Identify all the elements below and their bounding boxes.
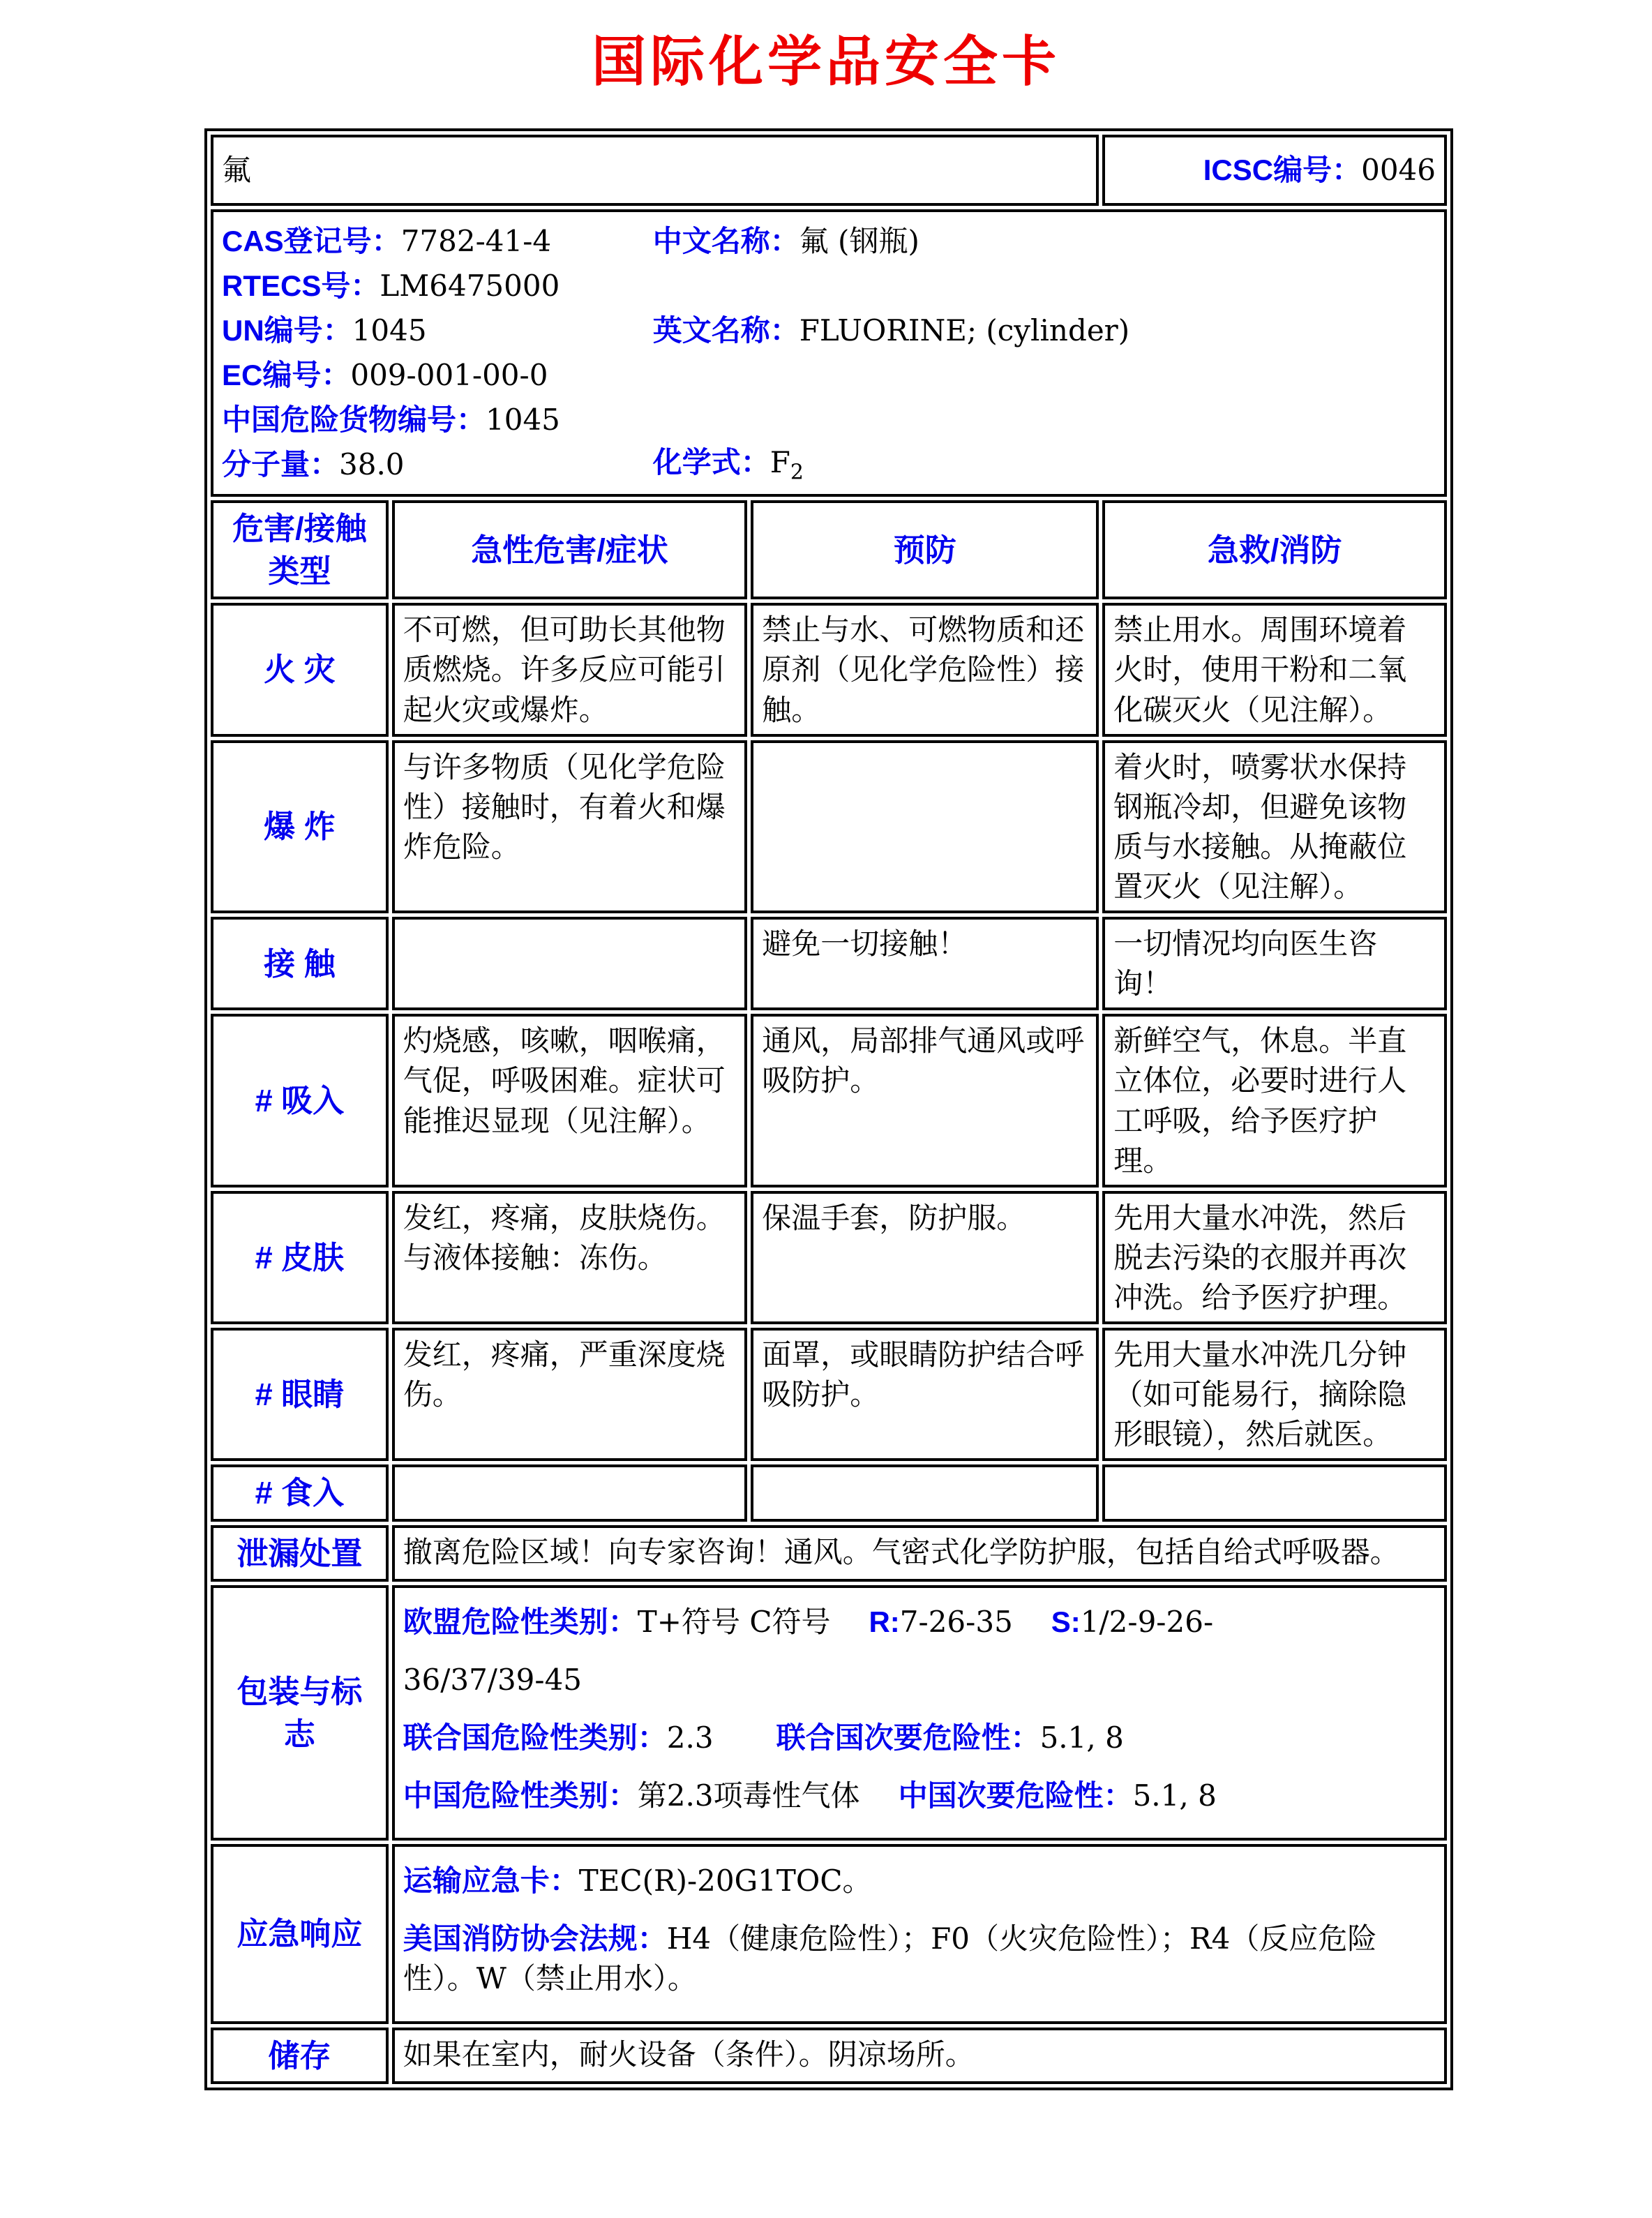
eyes-row-label: # 眼睛 <box>211 1328 389 1461</box>
exposure-prevention-cell <box>751 917 1099 1010</box>
spillage-text: 撤离危险区域！向专家咨询！通风。气密式化学防护服，包括自给式呼吸器。 <box>403 1534 1399 1569</box>
packaging-label: 包装与标志 <box>211 1585 389 1841</box>
transport-emergency-card-label: 运输应急卡： <box>403 1864 579 1898</box>
ingestion-symptoms-cell <box>392 1464 748 1521</box>
english-name-line <box>653 310 1436 350</box>
hazard-row-eyes <box>211 1328 1447 1461</box>
nfpa-code-line <box>403 1919 1436 1998</box>
exposure-row-label: 接 触 <box>211 917 389 1010</box>
transport-emergency-card-line <box>403 1861 1436 1901</box>
fire-firstaid-cell <box>1102 603 1447 736</box>
chinese-name-label: 中文名称： <box>652 225 799 258</box>
inhalation-prevention-cell <box>751 1014 1099 1187</box>
skin-firstaid-cell <box>1102 1191 1447 1324</box>
explosion-prevention-cell <box>751 740 1099 913</box>
china-dg-number-line <box>222 400 653 440</box>
chemical-formula-line <box>653 442 1436 487</box>
un-number-value: 1045 <box>352 313 427 348</box>
section-row-spillage <box>211 1525 1447 1582</box>
un-hazard-class-value: 2.3 <box>666 1721 714 1755</box>
cas-number-line <box>222 221 653 261</box>
hazard-row-ingestion <box>211 1464 1447 1521</box>
un-number-line <box>222 310 653 350</box>
rtecs-number-line <box>222 266 653 306</box>
s-phrases-value-part1: 1/2-9-26- <box>1080 1604 1214 1639</box>
inhalation-firstaid-cell <box>1102 1014 1447 1187</box>
icsc-number-value: 0046 <box>1361 153 1436 188</box>
icsc-number-cell <box>1102 135 1447 206</box>
hazard-row-exposure <box>211 917 1447 1010</box>
eyes-symptoms-cell <box>392 1328 748 1461</box>
ingestion-row-label: # 食入 <box>211 1464 389 1521</box>
header-prevention: 预防 <box>751 500 1099 599</box>
skin-symptoms-cell <box>392 1191 748 1324</box>
formula-base: F <box>769 444 790 479</box>
hazard-row-fire <box>211 603 1447 736</box>
icsc-number-label: ICSC编号： <box>1203 153 1362 187</box>
chinese-name-value: 氟 (钢瓶) <box>799 224 919 259</box>
r-phrases-label: R: <box>869 1605 900 1638</box>
s-phrases-wrap-line <box>403 1660 1436 1700</box>
molecular-weight-value: 38.0 <box>339 447 405 482</box>
inhalation-prevention-text: 通风，局部排气通风或呼吸防护。 <box>762 1024 1085 1098</box>
eyes-prevention-text: 面罩，或眼睛防护结合呼吸防护。 <box>762 1337 1085 1412</box>
english-name-label: 英文名称： <box>652 314 799 347</box>
molecular-weight-label: 分子量： <box>222 448 340 481</box>
skin-symptoms-text: 发红，疼痛，皮肤烧伤。与液体接触：冻伤。 <box>403 1200 726 1275</box>
storage-text: 如果在室内，耐火设备（条件）。阴凉场所。 <box>403 2037 975 2071</box>
ec-number-label: EC编号： <box>222 359 351 392</box>
eyes-prevention-cell <box>751 1328 1099 1461</box>
english-name-value: FLUORINE; (cylinder) <box>799 313 1130 348</box>
card-header-row <box>211 135 1447 206</box>
exposure-firstaid-text: 一切情况均向医生咨询！ <box>1113 927 1378 1001</box>
identification-left-column <box>222 219 653 487</box>
un-subsidiary-risk-value: 5.1, 8 <box>1039 1721 1124 1755</box>
section-row-emergency <box>211 1844 1447 2023</box>
un-hazard-class-label: 联合国危险性类别： <box>403 1721 667 1755</box>
china-dg-number-value: 1045 <box>486 403 560 437</box>
exposure-prevention-text: 避免一切接触！ <box>762 927 968 961</box>
identification-row <box>211 209 1447 497</box>
eu-hazard-class-value: T+符号 C符号 <box>637 1604 831 1639</box>
chinese-name-line <box>653 221 1436 261</box>
s-phrases-value-part2: 36/37/39-45 <box>403 1662 583 1697</box>
skin-row-label: # 皮肤 <box>211 1191 389 1324</box>
eyes-firstaid-cell <box>1102 1328 1447 1461</box>
section-row-storage <box>211 2028 1447 2084</box>
cn-subsidiary-risk-value: 5.1, 8 <box>1132 1778 1217 1813</box>
icsc-card-table <box>204 128 1453 2090</box>
molecular-weight-line <box>222 444 653 484</box>
exposure-symptoms-cell <box>392 917 748 1010</box>
header-firstaid-firefighting: 急救/消防 <box>1102 500 1447 599</box>
identification-cell <box>211 209 1447 497</box>
cas-number-value: 7782-41-4 <box>400 224 552 259</box>
inhalation-firstaid-text: 新鲜空气，休息。半直立体位，必要时进行人工呼吸，给予医疗护理。 <box>1113 1024 1407 1178</box>
fire-prevention-cell <box>751 603 1099 736</box>
chemical-name: 氟 <box>222 153 252 188</box>
eu-hazard-class-line <box>403 1602 1436 1642</box>
identification-right-column <box>653 219 1436 487</box>
explosion-symptoms-cell <box>392 740 748 913</box>
formula-subscript: 2 <box>790 460 804 485</box>
nfpa-code-label: 美国消防协会法规： <box>403 1922 667 1956</box>
r-phrases-value: 7-26-35 <box>899 1604 1013 1639</box>
emergency-content-cell <box>392 1844 1447 2023</box>
transport-emergency-card-value: TEC(R)-20G1TOC。 <box>578 1864 872 1898</box>
cn-hazard-class-value: 第2.3项毒性气体 <box>637 1778 860 1813</box>
un-subsidiary-risk-label: 联合国次要危险性： <box>776 1721 1040 1755</box>
s-phrases-label: S: <box>1051 1605 1081 1638</box>
cn-subsidiary-risk-label: 中国次要危险性： <box>898 1779 1133 1813</box>
explosion-firstaid-cell <box>1102 740 1447 913</box>
hazard-row-explosion <box>211 740 1447 913</box>
chemical-formula-label: 化学式： <box>652 445 770 479</box>
cas-number-label: CAS登记号： <box>222 225 401 258</box>
skin-firstaid-text: 先用大量水冲洗，然后脱去污染的衣服并再次冲洗。给予医疗护理。 <box>1113 1200 1407 1315</box>
header-acute-symptoms: 急性危害/症状 <box>392 500 748 599</box>
eu-hazard-class-label: 欧盟危险性类别： <box>403 1605 638 1638</box>
inhalation-symptoms-cell <box>392 1014 748 1187</box>
rtecs-number-label: RTECS号： <box>222 269 380 303</box>
fire-firstaid-text: 禁止用水。周围环境着火时，使用干粉和二氧化碳灭火（见注解）。 <box>1113 613 1407 727</box>
fire-symptoms-cell <box>392 603 748 736</box>
inhalation-row-label: # 吸入 <box>211 1014 389 1187</box>
china-dg-number-label: 中国危险货物编号： <box>222 403 486 437</box>
chemical-formula-value <box>769 444 804 485</box>
explosion-row-label: 爆 炸 <box>211 740 389 913</box>
skin-prevention-text: 保温手套，防护服。 <box>762 1200 1026 1235</box>
section-row-packaging <box>211 1585 1447 1841</box>
chemical-name-cell <box>211 135 1099 206</box>
explosion-firstaid-text: 着火时，喷雾状水保持钢瓶冷却，但避免该物质与水接触。从掩蔽位置灭火（见注解）。 <box>1113 749 1407 904</box>
eyes-firstaid-text: 先用大量水冲洗几分钟（如可能易行，摘除隐形眼镜），然后就医。 <box>1113 1337 1407 1452</box>
ec-number-value: 009-001-00-0 <box>350 358 548 393</box>
spillage-content-cell <box>392 1525 1447 1582</box>
un-hazard-class-line <box>403 1718 1436 1758</box>
page-title: 国际化学品安全卡 <box>591 31 1060 92</box>
emergency-label: 应急响应 <box>211 1844 389 2023</box>
identification-grid <box>222 219 1436 487</box>
inhalation-symptoms-text: 灼烧感，咳嗽，咽喉痛，气促，呼吸困难。症状可能推迟显现（见注解）。 <box>403 1024 726 1138</box>
header-hazard-type: 危害/接触类型 <box>211 500 389 599</box>
explosion-symptoms-text: 与许多物质（见化学危险性）接触时，有着火和爆炸危险。 <box>403 749 726 864</box>
ingestion-prevention-cell <box>751 1464 1099 1521</box>
fire-row-label: 火 灾 <box>211 603 389 736</box>
hazard-row-skin <box>211 1191 1447 1324</box>
fire-symptoms-text: 不可燃，但可助长其他物质燃烧。许多反应可能引起火灾或爆炸。 <box>403 613 726 727</box>
hazard-row-inhalation <box>211 1014 1447 1187</box>
ingestion-firstaid-cell <box>1102 1464 1447 1521</box>
cn-hazard-class-label: 中国危险性类别： <box>403 1779 638 1813</box>
skin-prevention-cell <box>751 1191 1099 1324</box>
storage-content-cell <box>392 2028 1447 2084</box>
un-number-label: UN编号： <box>222 314 352 347</box>
fire-prevention-text: 禁止与水、可燃物质和还原剂（见化学危险性）接触。 <box>762 613 1085 727</box>
hazard-table-header-row <box>211 500 1447 599</box>
ec-number-line <box>222 355 653 395</box>
exposure-firstaid-cell <box>1102 917 1447 1010</box>
eyes-symptoms-text: 发红，疼痛，严重深度烧伤。 <box>403 1337 726 1412</box>
rtecs-number-value: LM6475000 <box>380 269 560 304</box>
packaging-content-cell <box>392 1585 1447 1841</box>
nfpa-code-value: H4（健康危险性）；F0（火灾危险性）；R4（反应危险性）。W（禁止用水）。 <box>403 1921 1377 1996</box>
storage-label: 储存 <box>211 2028 389 2084</box>
cn-hazard-class-line <box>403 1776 1436 1815</box>
spillage-label: 泄漏处置 <box>211 1525 389 1582</box>
